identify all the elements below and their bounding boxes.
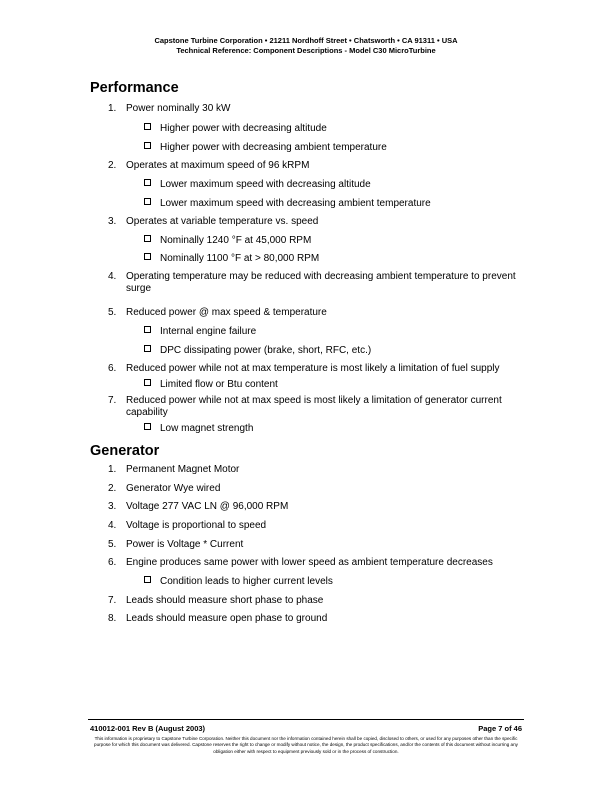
item-text: Power nominally 30 kW: [126, 103, 231, 114]
sub-list-item: [144, 576, 333, 588]
item-number: 7.: [108, 395, 117, 406]
list-item: [108, 103, 528, 115]
item-number: 2.: [108, 483, 117, 494]
item-number: 3.: [108, 216, 117, 227]
item-number: 5.: [108, 539, 117, 550]
item-number: 1.: [108, 103, 117, 114]
item-text: Reduced power @ max speed & temperature: [126, 307, 327, 318]
list-item: [108, 271, 528, 294]
list-item: [108, 557, 528, 569]
footer-disclaimer: This information is proprietary to Capstone Turbine Corporation. Neither this document nor the information contained herein shall be copied, disclosed to others, or used for any purposes other than the specific purpose for which this document was delivered. Capstone reserves the right to change or modify without notice, the design, the product specifications, and/or the contents of this document without incurring any obligation either with respect to equipment previously sold or in the process of construction.: [94, 736, 518, 754]
sub-item-text: Condition leads to higher current levels: [160, 576, 333, 587]
item-number: 4.: [108, 271, 117, 282]
item-number: 4.: [108, 520, 117, 531]
item-text: Operates at maximum speed of 96 kRPM: [126, 160, 310, 171]
header-company-line: Capstone Turbine Corporation • 21211 Nordhoff Street • Chatsworth • CA 91311 • USA: [154, 36, 458, 45]
square-bullet-icon: [144, 235, 151, 242]
list-item: [108, 613, 528, 625]
square-bullet-icon: [144, 179, 151, 186]
sub-list-item: [144, 326, 256, 338]
item-text: Leads should measure short phase to phase: [126, 595, 324, 606]
sub-list-item: [144, 345, 371, 357]
list-item: [108, 160, 528, 172]
sub-item-text: Internal engine failure: [160, 326, 257, 337]
list-item: [108, 395, 528, 418]
item-number: 7.: [108, 595, 117, 606]
sub-list-item: [144, 379, 278, 391]
sub-list-item: [144, 423, 253, 435]
page-header: [0, 36, 612, 56]
item-number: 5.: [108, 307, 117, 318]
item-text: Voltage 277 VAC LN @ 96,000 RPM: [126, 501, 289, 512]
square-bullet-icon: [144, 345, 151, 352]
square-bullet-icon: [144, 326, 151, 333]
item-text: Generator Wye wired: [126, 483, 221, 494]
list-item: [108, 595, 528, 607]
footer-document-id: 410012-001 Rev B (August 2003): [90, 724, 206, 733]
sub-item-text: Nominally 1240 °F at 45,000 RPM: [160, 235, 312, 246]
item-number: 2.: [108, 160, 117, 171]
item-text: Reduced power while not at max speed is most likely a limitation of generator current capability: [126, 395, 502, 418]
sub-item-text: Nominally 1100 °F at > 80,000 RPM: [160, 253, 320, 264]
square-bullet-icon: [144, 198, 151, 205]
list-item: [108, 216, 528, 228]
item-text: Operating temperature may be reduced with decreasing ambient temperature to prevent surge: [126, 271, 516, 294]
sub-item-text: Lower maximum speed with decreasing altitude: [160, 179, 371, 190]
header-document-title: Technical Reference: Component Descriptions - Model C30 MicroTurbine: [176, 46, 436, 55]
item-number: 3.: [108, 501, 117, 512]
square-bullet-icon: [144, 576, 151, 583]
sub-list-item: [144, 198, 431, 210]
item-text: Engine produces same power with lower speed as ambient temperature decreases: [126, 557, 493, 568]
item-text: Leads should measure open phase to ground: [126, 613, 328, 624]
square-bullet-icon: [144, 142, 151, 149]
square-bullet-icon: [144, 253, 151, 260]
sub-list-item: [144, 123, 327, 135]
sub-list-item: [144, 179, 371, 191]
square-bullet-icon: [144, 423, 151, 430]
square-bullet-icon: [144, 123, 151, 130]
list-item: [108, 483, 528, 495]
list-item: [108, 464, 528, 476]
sub-item-text: Higher power with decreasing ambient temperature: [160, 142, 387, 153]
item-number: 8.: [108, 613, 117, 624]
item-text: Voltage is proportional to speed: [126, 520, 267, 531]
item-text: Power is Voltage * Current: [126, 539, 244, 550]
item-text: Permanent Magnet Motor: [126, 464, 240, 475]
list-item: [108, 363, 528, 375]
sub-item-text: Low magnet strength: [160, 423, 254, 434]
sub-item-text: Lower maximum speed with decreasing ambient temperature: [160, 198, 431, 209]
list-item: [108, 307, 528, 319]
sub-item-text: Higher power with decreasing altitude: [160, 123, 327, 134]
square-bullet-icon: [144, 379, 151, 386]
sub-list-item: [144, 235, 311, 247]
item-text: Operates at variable temperature vs. speed: [126, 216, 319, 227]
sub-item-text: DPC dissipating power (brake, short, RFC, etc.): [160, 345, 372, 356]
section-title-generator: Generator: [90, 443, 160, 459]
sub-list-item: [144, 142, 387, 154]
item-number: 1.: [108, 464, 117, 475]
sub-item-text: Limited flow or Btu content: [160, 379, 278, 390]
footer-divider: [88, 719, 524, 720]
list-item: [108, 539, 528, 551]
item-text: Reduced power while not at max temperature is most likely a limitation of fuel supply: [126, 363, 500, 374]
list-item: [108, 501, 528, 513]
list-item: [108, 520, 528, 532]
section-title-performance: Performance: [90, 80, 179, 96]
footer-page-number: Page 7 of 46: [478, 724, 522, 733]
sub-list-item: [144, 253, 319, 265]
item-number: 6.: [108, 363, 117, 374]
item-number: 6.: [108, 557, 117, 568]
